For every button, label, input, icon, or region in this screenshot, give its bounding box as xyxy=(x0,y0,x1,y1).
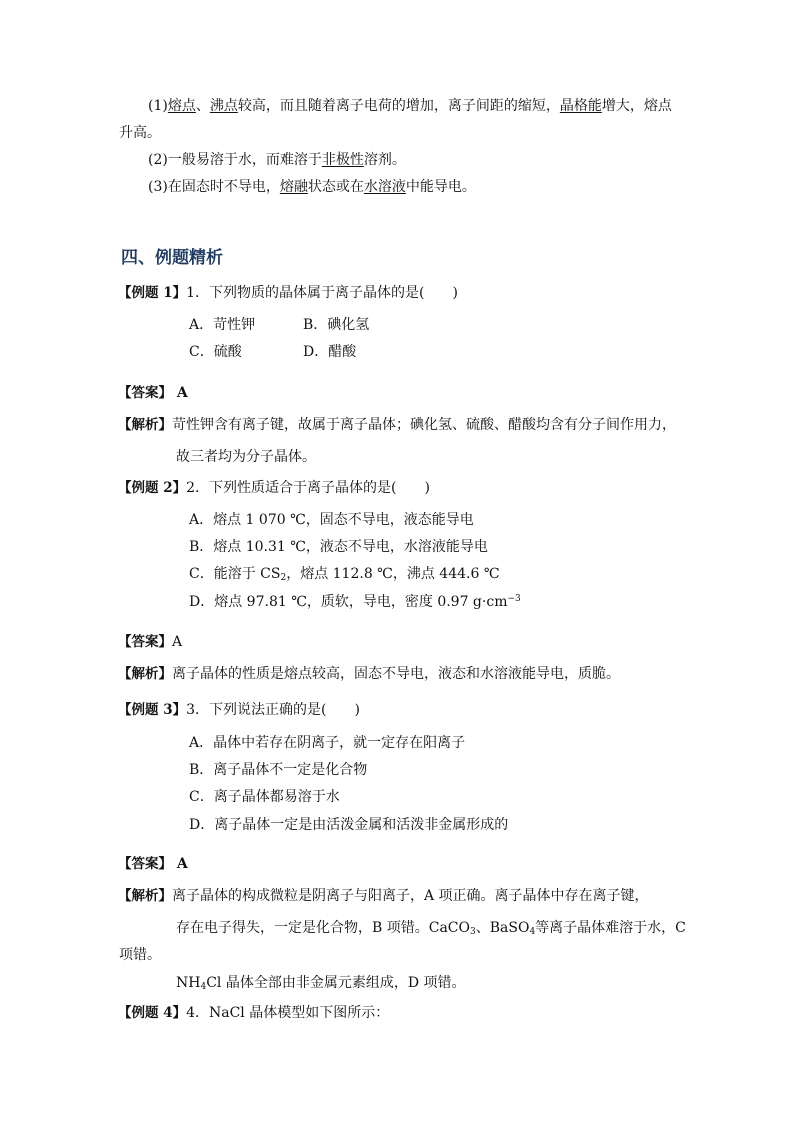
example-1-option-b: B．碘化氢 xyxy=(303,317,370,333)
term-boiling-point: 沸点 xyxy=(209,98,238,114)
property-line-1-continued: 升高。 xyxy=(119,125,161,141)
example-3-option-d: D．离子晶体一定是由活泼金属和活泼非金属形成的 xyxy=(189,817,509,833)
example-1-option-c: C．硫酸 xyxy=(189,344,242,360)
example-1-analysis: 【解析】苛性钾含有离子键，故属于离子晶体；碘化氢、硫酸、醋酸均含有分子间作用力， xyxy=(118,417,676,433)
example-1-question: 【例题 1】1．下列物质的晶体属于离子晶体的是( ) xyxy=(118,285,458,301)
property-line-1: (1)熔点、沸点较高，而且随着离子电荷的增加，离子间距的缩短，晶格能增大，熔点 xyxy=(148,98,672,114)
example-1-answer: 【答案】 A xyxy=(118,385,188,401)
example-2-option-a: A．熔点 1 070 ℃，固态不导电，液态能导电 xyxy=(189,512,474,528)
example-3-option-b: B．离子晶体不一定是化合物 xyxy=(189,762,368,778)
example-1-option-a: A．苛性钾 xyxy=(189,317,256,333)
example-3-answer: 【答案】 A xyxy=(118,856,188,872)
example-1-tag: 【例题 1】 xyxy=(118,285,187,301)
example-2-question: 【例题 2】2．下列性质适合于离子晶体的是( ) xyxy=(118,480,430,496)
term-lattice-energy: 晶格能 xyxy=(559,98,602,114)
term-melting-point: 熔点 xyxy=(167,98,196,114)
example-3-question: 【例题 3】3．下列说法正确的是( ) xyxy=(118,702,360,718)
example-2-answer: 【答案】A xyxy=(118,634,183,650)
example-1-option-d: D．醋酸 xyxy=(303,344,357,360)
example-2-tag: 【例题 2】 xyxy=(118,480,187,496)
term-aqueous: 水溶液 xyxy=(363,179,406,195)
example-4-tag: 【例题 4】 xyxy=(118,1005,187,1021)
example-2-option-b: B．熔点 10.31 ℃，液态不导电，水溶液能导电 xyxy=(189,539,488,555)
example-3-option-c: C．离子晶体都易溶于水 xyxy=(189,789,340,805)
example-4-question: 【例题 4】4．NaCl 晶体模型如下图所示： xyxy=(118,1005,390,1021)
example-3-analysis-line-3: 项错。 xyxy=(119,947,161,963)
term-nonpolar: 非极性 xyxy=(321,152,364,168)
property-line-2: (2)一般易溶于水，而难溶于非极性溶剂。 xyxy=(148,152,406,168)
example-2-option-c: C．能溶于 $CS_2$，熔点 112.8 ℃，沸点 444.6 ℃ xyxy=(189,566,500,583)
example-3-tag: 【例题 3】 xyxy=(118,702,187,718)
term-molten: 熔融 xyxy=(279,179,308,195)
example-3-analysis-line-4: $NH_4Cl$ 晶体全部由非金属元素组成，D 项错。 xyxy=(176,975,466,992)
example-3-option-a: A．晶体中若存在阴离子，就一定存在阳离子 xyxy=(189,735,466,751)
example-2-option-d: D．熔点 97.81 ℃，质软，导电，密度 0.97 $g\cdot cm^{-3}$ xyxy=(189,594,521,610)
example-3-analysis: 【解析】离子晶体的构成微粒是阴离子与阳离子，A 项正确。离子晶体中存在离子键， xyxy=(118,888,649,904)
example-3-analysis-line-2: 存在电子得失，一定是化合物，B 项错。CaCO$_3$、BaSO$_4$等离子晶体难溶于水，C xyxy=(176,920,686,937)
section-heading: 四、例题精析 xyxy=(121,248,223,268)
property-line-3: (3)在固态时不导电，熔融状态或在水溶液中能导电。 xyxy=(148,179,476,195)
example-2-analysis: 【解析】离子晶体的性质是熔点较高，固态不导电，液态和水溶液能导电，质脆。 xyxy=(118,666,620,682)
example-1-analysis-continued: 故三者均为分子晶体。 xyxy=(176,449,316,465)
